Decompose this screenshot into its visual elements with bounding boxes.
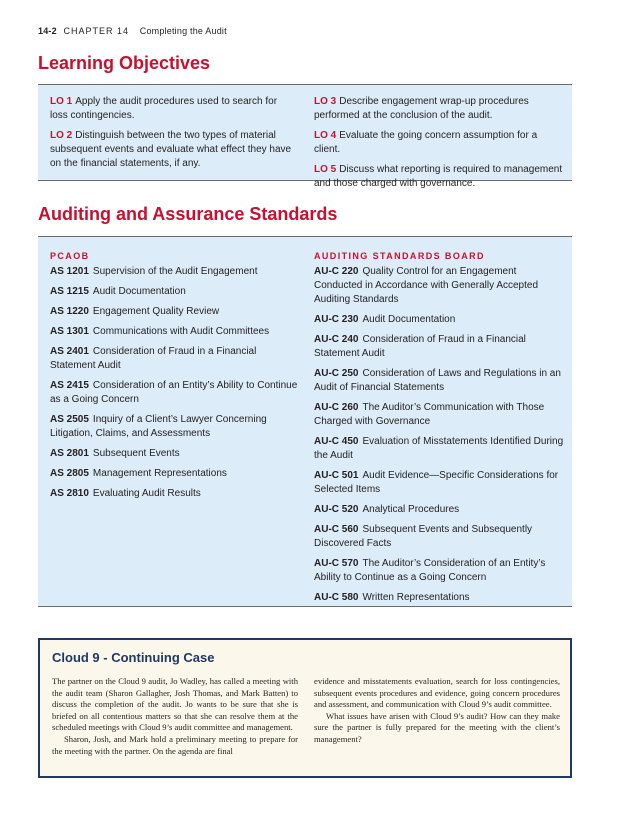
standard-code: AU-C 450 <box>314 436 359 447</box>
standard-code: AS 2810 <box>50 488 89 499</box>
lo-item <box>314 95 564 123</box>
case-paragraph: Sharon, Josh, and Mark hold a preliminary meeting to prepare for the meeting with the partner. On the agenda are final <box>52 733 298 756</box>
standard-text: Supervision of the Audit Engagement <box>92 266 258 277</box>
case-right-column <box>314 676 560 746</box>
standard-code: AU-C 220 <box>314 266 359 277</box>
chapter-label: CHAPTER 14 <box>63 26 130 36</box>
asb-heading: AUDITING STANDARDS BOARD <box>314 251 485 261</box>
standard-item <box>50 447 298 461</box>
lo-tag: LO 5 <box>314 164 337 175</box>
standard-text: Evaluation of Misstatements Identified During the Audit <box>314 436 564 461</box>
standard-text: Management Representations <box>92 468 227 479</box>
standard-code: AU-C 560 <box>314 524 359 535</box>
standard-text: Consideration of Laws and Regulations in an Audit of Financial Statements <box>314 368 561 393</box>
standard-item <box>314 435 564 463</box>
lo-text: Apply the audit procedures used to search for loss contingencies. <box>50 96 278 121</box>
standard-item <box>314 591 564 605</box>
standard-item <box>314 401 564 429</box>
standard-code: AS 2401 <box>50 346 89 357</box>
standard-text: Consideration of Fraud in a Financial Statement Audit <box>50 346 257 371</box>
standard-text: Subsequent Events <box>92 448 180 459</box>
standard-item <box>50 467 298 481</box>
lo-item <box>50 95 296 123</box>
standard-text: Audit Documentation <box>362 314 456 325</box>
standard-code: AS 2415 <box>50 380 89 391</box>
lo-tag: LO 4 <box>314 130 337 141</box>
standard-text: Audit Documentation <box>92 286 186 297</box>
standard-item <box>314 503 564 517</box>
standard-item <box>314 557 564 585</box>
lo-text: Evaluate the going concern assumption for a client. <box>314 130 538 155</box>
case-paragraph: evidence and misstatements evaluation, search for loss contingencies, subsequent events procedures and evidence, going concern procedures and assessment, and communication with Cloud 9’s audit committee. <box>314 676 560 710</box>
standard-code: AS 1215 <box>50 286 89 297</box>
standard-item <box>314 469 564 497</box>
lo-tag: LO 3 <box>314 96 337 107</box>
chapter-title: Completing the Audit <box>139 26 227 36</box>
lo-text: Describe engagement wrap-up procedures performed at the conclusion of the audit. <box>314 96 529 121</box>
standards-box <box>38 236 572 607</box>
standard-text: Evaluating Audit Results <box>92 488 201 499</box>
case-paragraph: The partner on the Cloud 9 audit, Jo Wadley, has called a meeting with the audit team (Sharon Gallagher, Josh Thomas, and Mark Batten) to discuss the completion of the audit. Jo wants to be sure that she is briefed on all contentious matters so that she can resolve them at the scheduled meetings with Cloud 9’s audit committee and management. <box>52 676 298 733</box>
standard-text: Communications with Audit Committees <box>92 326 270 337</box>
learning-objectives-title: Learning Objectives <box>38 53 211 73</box>
standard-code: AU-C 580 <box>314 592 359 603</box>
lo-item <box>314 163 564 191</box>
standard-text: Subsequent Events and Subsequently Discovered Facts <box>314 524 533 549</box>
standard-text: Audit Evidence—Specific Considerations for Selected Items <box>314 470 559 495</box>
page-number: 14-2 <box>38 26 57 36</box>
pcaob-heading: PCAOB <box>50 251 90 261</box>
standard-code: AS 1301 <box>50 326 89 337</box>
case-left-column <box>52 676 298 757</box>
continuing-case-box <box>38 638 572 778</box>
standard-code: AU-C 250 <box>314 368 359 379</box>
standard-item <box>314 367 564 395</box>
lo-text: Discuss what reporting is required to management and those charged with governance. <box>314 164 563 189</box>
standard-code: AU-C 501 <box>314 470 359 481</box>
standard-code: AU-C 570 <box>314 558 359 569</box>
standard-item <box>50 285 298 299</box>
standard-code: AS 2505 <box>50 414 89 425</box>
lo-right-column <box>314 95 564 197</box>
running-header <box>38 26 227 36</box>
standard-code: AU-C 260 <box>314 402 359 413</box>
standard-item <box>50 379 298 407</box>
case-paragraph: What issues have arisen with Cloud 9’s audit? How can they make sure the partner is fully prepared for the meeting with the client’s management? <box>314 710 560 744</box>
standard-code: AS 1220 <box>50 306 89 317</box>
standard-text: Consideration of an Entity’s Ability to Continue as a Going Concern <box>50 380 298 405</box>
standard-item <box>314 523 564 551</box>
lo-tag: LO 1 <box>50 96 73 107</box>
standard-code: AS 2805 <box>50 468 89 479</box>
standard-code: AU-C 240 <box>314 334 359 345</box>
standard-text: The Auditor’s Communication with Those Charged with Governance <box>314 402 545 427</box>
standard-code: AU-C 230 <box>314 314 359 325</box>
learning-objectives-box <box>38 84 572 189</box>
standard-text: Consideration of Fraud in a Financial Statement Audit <box>314 334 526 359</box>
standard-code: AU-C 520 <box>314 504 359 515</box>
standard-item <box>50 345 298 373</box>
standard-item <box>314 265 564 307</box>
standard-code: AS 1201 <box>50 266 89 277</box>
lo-item <box>314 129 564 157</box>
standard-item <box>50 325 298 339</box>
standard-text: Quality Control for an Engagement Conducted in Accordance with Generally Accepted Auditing Standards <box>314 266 539 305</box>
standard-text: Analytical Procedures <box>362 504 460 515</box>
standard-item <box>50 305 298 319</box>
asb-column <box>314 249 564 611</box>
standard-text: The Auditor’s Consideration of an Entity’s Ability to Continue as a Going Concern <box>314 558 546 583</box>
lo-item <box>50 129 296 171</box>
standard-text: Inquiry of a Client’s Lawyer Concerning Litigation, Claims, and Assessments <box>50 414 267 439</box>
lo-tag: LO 2 <box>50 130 73 141</box>
standards-title: Auditing and Assurance Standards <box>38 204 338 224</box>
standard-text: Written Representations <box>362 592 470 603</box>
standard-text: Engagement Quality Review <box>92 306 220 317</box>
standard-item <box>50 487 298 501</box>
standard-item <box>314 333 564 361</box>
standard-item <box>314 313 564 327</box>
standard-item <box>50 265 298 279</box>
pcaob-column <box>50 249 298 507</box>
lo-text: Distinguish between the two types of material subsequent events and evaluate what effect they have on the financial statements, if any. <box>50 130 292 169</box>
standard-code: AS 2801 <box>50 448 89 459</box>
lo-left-column <box>50 95 296 177</box>
case-title: Cloud 9 - Continuing Case <box>52 650 215 665</box>
standard-item <box>50 413 298 441</box>
